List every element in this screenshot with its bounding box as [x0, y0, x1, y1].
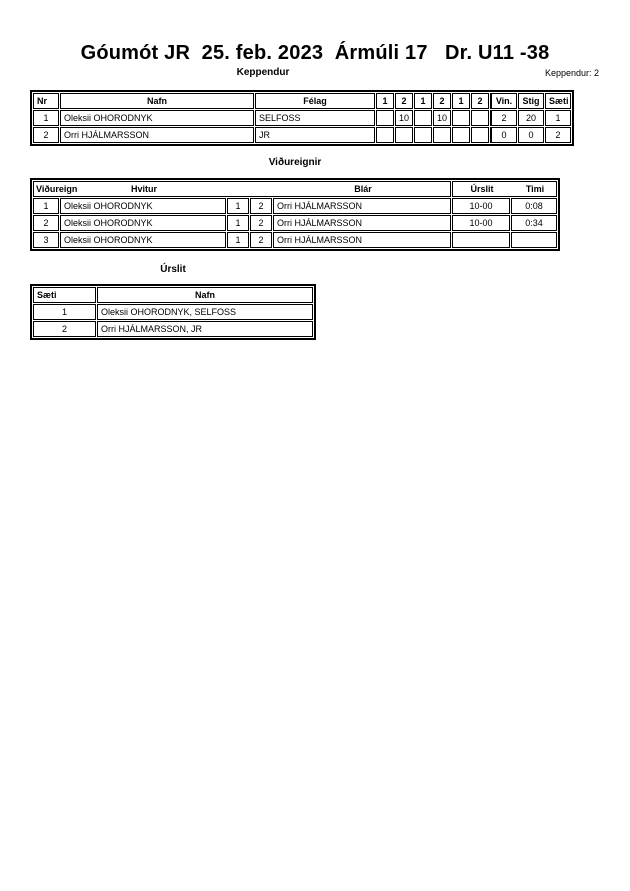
cell-vidureign-nr: 1 [33, 198, 59, 214]
header-nr: Nr [33, 93, 59, 109]
vidureignir-row [33, 198, 557, 214]
cell-round [433, 127, 451, 143]
cell-saeti: 2 [545, 127, 571, 143]
header-blar: Blár [354, 184, 372, 194]
header-timi: Timi [525, 184, 545, 194]
cell-hvitur-num: 1 [227, 198, 249, 214]
urslit-row [33, 321, 313, 337]
cell-timi: 0:08 [511, 198, 557, 214]
header-round-5: 1 [452, 93, 470, 109]
keppendur-heading: Keppendur [236, 67, 290, 78]
cell-nafn: Orri HJÁLMARSSON [60, 127, 254, 143]
cell-round [452, 127, 470, 143]
cell-hvitur-num: 1 [227, 232, 249, 248]
cell-blar-num: 2 [250, 198, 272, 214]
cell-round [452, 110, 470, 126]
cell-round [471, 127, 489, 143]
cell-round [376, 110, 394, 126]
cell-urslit [452, 232, 510, 248]
cell-round [414, 110, 432, 126]
cell-hvitur: Oleksii OHORODNYK [60, 215, 226, 231]
keppendur-table [30, 90, 574, 146]
cell-blar-num: 2 [250, 215, 272, 231]
cell-blar-num: 2 [250, 232, 272, 248]
header-saeti: Sæti [545, 93, 571, 109]
cell-round: 10 [433, 110, 451, 126]
header-saeti: Sæti [33, 287, 96, 303]
vidureignir-row [33, 215, 557, 231]
cell-saeti: 2 [33, 321, 96, 337]
cell-saeti: 1 [545, 110, 571, 126]
vidureignir-row [33, 232, 557, 248]
vidureignir-table [30, 178, 560, 251]
cell-blar: Orri HJÁLMARSSON [273, 198, 451, 214]
keppendur-header-row [33, 93, 571, 109]
cell-nafn: Orri HJÁLMARSSON, JR [97, 321, 313, 337]
cell-stig: 0 [518, 127, 544, 143]
cell-blar: Orri HJÁLMARSSON [273, 232, 451, 248]
header-left-group [33, 181, 451, 197]
cell-blar: Orri HJÁLMARSSON [273, 215, 451, 231]
cell-urslit: 10-00 [452, 198, 510, 214]
cell-round [376, 127, 394, 143]
header-right-group [452, 181, 557, 197]
cell-hvitur: Oleksii OHORODNYK [60, 232, 226, 248]
header-round-6: 2 [471, 93, 489, 109]
cell-saeti: 1 [33, 304, 96, 320]
header-round-2: 2 [395, 93, 413, 109]
cell-nr: 2 [33, 127, 59, 143]
vidureignir-heading: Viðureignir [268, 157, 322, 168]
header-round-1: 1 [376, 93, 394, 109]
keppendur-count: Keppendur: 2 [544, 68, 599, 78]
header-round-3: 1 [414, 93, 432, 109]
header-round-4: 2 [433, 93, 451, 109]
header-nafn: Nafn [60, 93, 254, 109]
cell-timi: 0:34 [511, 215, 557, 231]
cell-round: 10 [395, 110, 413, 126]
cell-timi [511, 232, 557, 248]
header-nafn: Nafn [97, 287, 313, 303]
header-felag: Félag [255, 93, 375, 109]
vidureignir-header-row [33, 181, 557, 197]
header-vidureign: Viðureign [36, 184, 78, 194]
urslit-row [33, 304, 313, 320]
cell-round [395, 127, 413, 143]
cell-nafn: Oleksii OHORODNYK, SELFOSS [97, 304, 313, 320]
urslit-heading: Úrslit [160, 264, 186, 275]
cell-hvitur: Oleksii OHORODNYK [60, 198, 226, 214]
header-hvitur: Hvitur [130, 184, 157, 194]
header-vin: Vin. [490, 93, 517, 109]
cell-felag: SELFOSS [255, 110, 375, 126]
cell-felag: JR [255, 127, 375, 143]
cell-vidureign-nr: 2 [33, 215, 59, 231]
cell-vin: 0 [490, 127, 517, 143]
urslit-header-row [33, 287, 313, 303]
keppendur-row [33, 127, 571, 143]
cell-nr: 1 [33, 110, 59, 126]
header-stig: Stig [518, 93, 544, 109]
cell-urslit: 10-00 [452, 215, 510, 231]
page-title: Góumót JR 25. feb. 2023 Ármúli 17 Dr. U11 -38 [80, 42, 550, 64]
keppendur-row [33, 110, 571, 126]
cell-round [471, 110, 489, 126]
cell-vin: 2 [490, 110, 517, 126]
cell-round [414, 127, 432, 143]
cell-nafn: Oleksii OHORODNYK [60, 110, 254, 126]
cell-hvitur-num: 1 [227, 215, 249, 231]
header-urslit: Úrslit [470, 184, 494, 194]
cell-stig: 20 [518, 110, 544, 126]
urslit-table [30, 284, 316, 340]
cell-vidureign-nr: 3 [33, 232, 59, 248]
